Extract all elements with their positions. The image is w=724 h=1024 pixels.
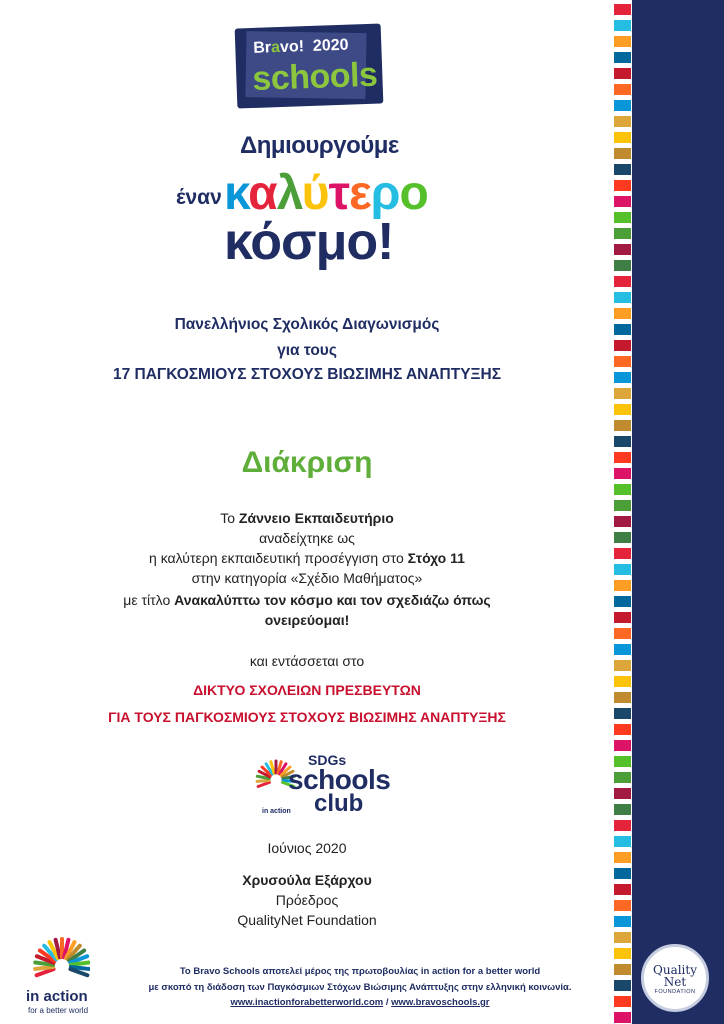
bravo-logo-schools: schools (251, 55, 378, 98)
headline-colored-word: καλύτερο (224, 167, 428, 220)
competition-line1: Πανελλήνιος Σχολικός Διαγωνισμός (174, 316, 440, 333)
signature-date: Ιούνιος 2020 (267, 840, 347, 856)
award-school-line: Το Ζάννειο Εκπαιδευτήριο (220, 510, 394, 526)
bravo-logo-top: Bravo! 2020 (253, 36, 349, 57)
bravo-schools-logo (235, 23, 384, 108)
right-sidebar-band (632, 0, 724, 1024)
school-name: Ζάννειο Εκπαιδευτήριο (238, 510, 394, 526)
competition-line3: 17 ΠΑΓΚΟΣΜΙΟΥΣ ΣΤΟΧΟΥΣ ΒΙΩΣΙΜΗΣ ΑΝΑΠΤΥΞΗΣ (112, 366, 502, 383)
bravo-logo-year: 2020 (312, 36, 349, 55)
headline-line3: κόσμο! (224, 213, 394, 271)
inaction-logo: in action for a better world (24, 932, 98, 1016)
footer-links: www.inactionforabetterworld.com / www.bravoschools.gr (230, 997, 490, 1008)
sdg-schools-club-logo: SDGs schools club in action (252, 752, 376, 822)
goal-label: Στόχο 11 (407, 550, 465, 566)
sdg-color-stripes (614, 0, 631, 1024)
competition-line2: για τους (277, 342, 337, 359)
award-line2: αναδείχτηκε ως (259, 530, 355, 546)
link-bravoschools[interactable]: www.bravoschools.gr (391, 997, 490, 1008)
award-goal-line: η καλύτερη εκπαιδευτική προσέγγιση στο Στόχο 11 (149, 550, 465, 566)
inaction-sun-icon (30, 932, 90, 992)
headline-line1: Δημιουργούμε (240, 132, 399, 159)
project-title-1: Ανακαλύπτω τον κόσμο και τον σχεδιάζω όπως (174, 592, 491, 608)
footer-line1: Το Bravo Schools αποτελεί μέρος της πρωτοβουλίας in action for a better world (179, 966, 541, 977)
signature-org: QualityNet Foundation (237, 912, 377, 928)
footer-line2: με σκοπό τη διάδοση των Παγκόσμιων Στόχων Βιώσιμης Ανάπτυξης στην ελληνική κοινωνία. (148, 982, 572, 993)
network-line1: ΔΙΚΤΥΟ ΣΧΟΛΕΙΩΝ ΠΡΕΣΒΕΥΤΩΝ (193, 682, 421, 698)
award-title: Διάκριση (241, 446, 373, 479)
link-inaction[interactable]: www.inactionforabetterworld.com (230, 997, 384, 1008)
award-title-line: με τίτλο Ανακαλύπτω τον κόσμο και τον σχεδιάζω όπως (123, 592, 491, 608)
signature-name: Χρυσούλα Εξάρχου (242, 872, 372, 888)
award-joins: και εντάσσεται στο (249, 653, 365, 669)
network-line2: ΓΙΑ ΤΟΥΣ ΠΑΓΚΟΣΜΙΟΥΣ ΣΤΟΧΟΥΣ ΒΙΩΣΙΜΗΣ ΑΝΑΠΤΥΞΗΣ (108, 709, 506, 725)
award-category-line: στην κατηγορία «Σχέδιο Μαθήματος» (191, 570, 423, 586)
signature-role: Πρόεδρος (275, 892, 339, 908)
qualitynet-logo: Quality Net FOUNDATION (641, 944, 709, 1012)
project-title-2: ονειρεύομαι! (264, 612, 350, 628)
headline-line2-prefix: έναν (176, 186, 222, 209)
